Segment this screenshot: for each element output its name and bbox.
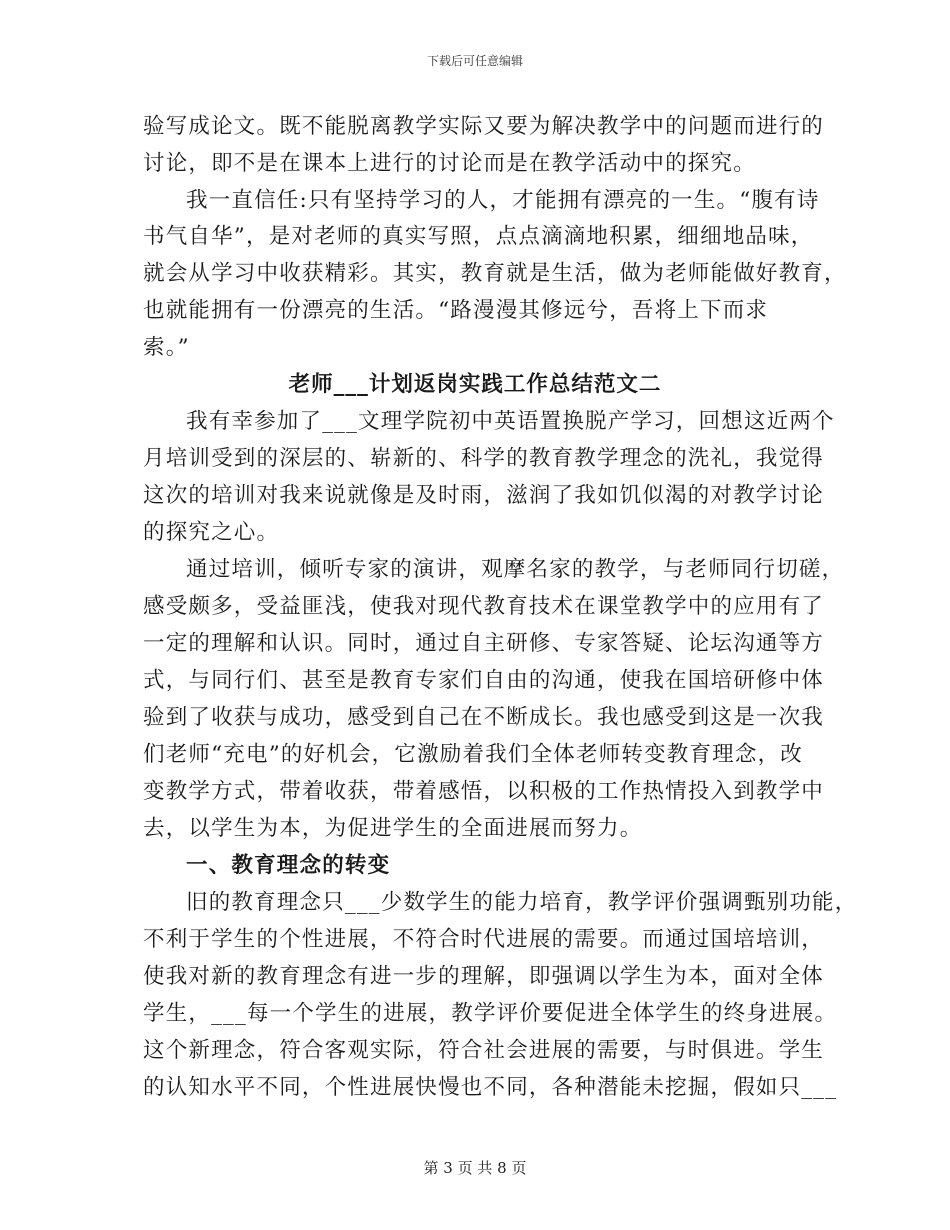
text-line: 月培训受到的深层的、崭新的、科学的教育教学理念的洗礼，我觉得 [143,446,825,471]
text-line: 式，与同行们、甚至是教育专家们自由的沟通，使我在国培研修中体 [143,668,825,693]
text-line: 索。” [143,335,190,360]
page-header: 下载后可任意编辑 [426,54,523,68]
text-line: 去，以学生为本，为促进学生的全面进展而努力。 [143,816,643,841]
text-line: 们老师“充电”的好机会，它激励着我们全体老师转变教育理念，改 [143,742,803,767]
text-line: 也就能拥有一份漂亮的生活。“路漫漫其修远兮，吾将上下而求 [143,298,769,323]
text-line: 讨论，即不是在课本上进行的讨论而是在教学活动中的探究。 [143,151,756,176]
text-line: 就会从学习中收获精彩。其实，教育就是生活，做为老师能做好教育， [143,261,847,286]
text-line: 通过培训，倾听专家的演讲，观摩名家的教学，与老师同行切磋， [186,557,845,582]
text-line: 书气自华”，是对老师的真实写照，点点滴滴地积累，细细地品味， [143,224,814,249]
text-line: 旧的教育理念只___少数学生的能力培育，教学评价强调甄别功能， [186,890,858,915]
text-line: 变教学方式，带着收获，带着感悟，以积极的工作热情投入到教学中 [143,779,825,804]
text-line: 一定的理解和认识。同时，通过自主研修、专家答疑、论坛沟通等方 [143,631,825,656]
text-line: 我有幸参加了___文理学院初中英语置换脱产学习，回想这近两个 [186,409,835,434]
text-line: 这次的培训对我来说就像是及时雨，滋润了我如饥似渴的对教学讨论 [143,483,825,508]
text-line: 的探究之心。 [143,520,280,545]
text-line: 验写成论文。既不能脱离教学实际又要为解决教学中的问题而进行的 [143,114,825,139]
text-line: 我一直信任:只有坚持学习的人，才能拥有漂亮的一生。“腹有诗 [186,188,820,213]
text-line: 学生，___每一个学生的进展，教学评价要促进全体学生的终身进展。 [143,1001,838,1026]
text-line: 验到了收获与成功，感受到自己在不断成长。我也感受到这是一次我 [143,705,825,730]
section-title: 老师___计划返岗实践工作总结范文二 [288,372,662,397]
text-line: 感受颇多，受益匪浅，使我对现代教育技术在课堂教学中的应用有了 [143,594,825,619]
page-footer: 第 3 页 共 8 页 [423,1159,527,1177]
section-heading: 一、教育理念的转变 [186,853,391,878]
text-line: 这个新理念，符合客观实际，符合社会进展的需要，与时俱进。学生 [143,1038,825,1063]
text-line: 不利于学生的个性进展，不符合时代进展的需要。而通过国培培训， [143,927,825,952]
text-line: 使我对新的教育理念有进一步的理解，即强调以学生为本，面对全体 [143,964,825,989]
text-line: 的认知水平不同，个性进展快慢也不同，各种潜能未挖掘，假如只___ [143,1075,838,1100]
